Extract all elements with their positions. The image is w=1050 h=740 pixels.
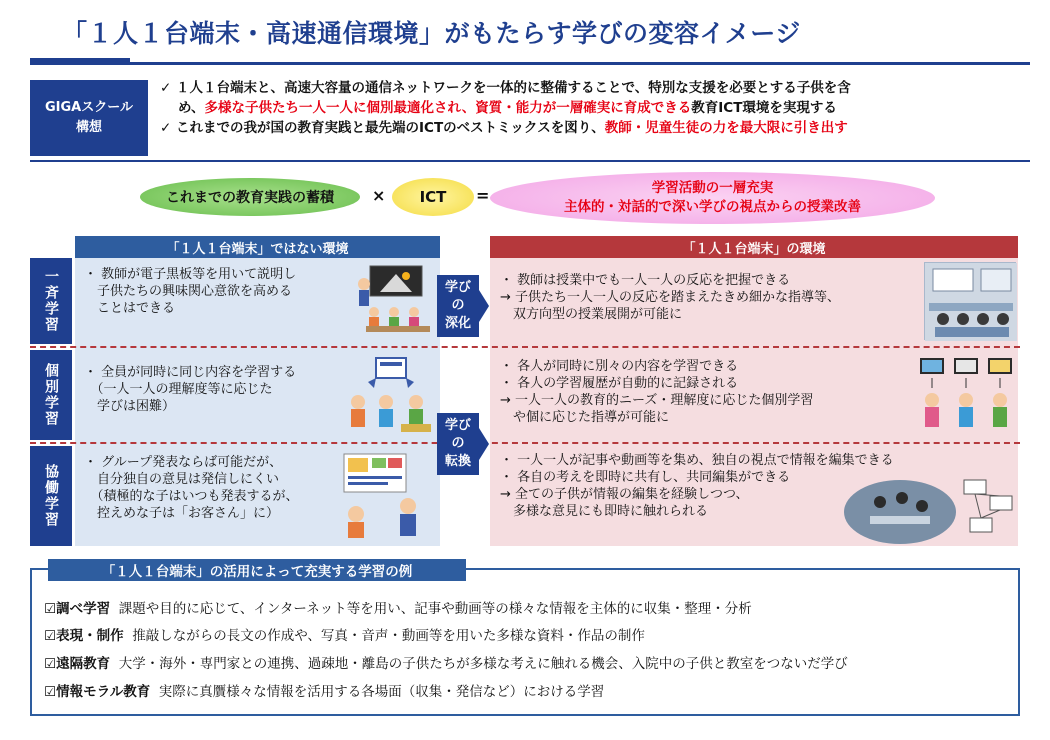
side-label-collaborative: 協働学習 [30, 446, 72, 546]
header-without-device: 「１人１台端末」ではない環境 [75, 236, 440, 258]
deepening-line1: 学びの [444, 280, 471, 313]
page-title: 「１人１台端末・高速通信環境」がもたらす学びの変容イメージ [62, 19, 801, 48]
result-line2: 主体的・対話的で深い学びの視点からの授業改善 [564, 199, 861, 215]
row3-right-line: 多様な意見にも即時に触れられる [500, 504, 709, 519]
deepening-label [437, 275, 479, 337]
side-label-whole-class: 一斉学習 [30, 258, 72, 344]
arrow-right-icon [479, 428, 489, 460]
example-moral [44, 683, 604, 701]
classroom-photo [924, 262, 1016, 340]
result-line1: 学習活動の一層充実 [651, 180, 774, 196]
example-text: 課題や目的に応じて、インターネット等を用い、記事や動画等の様々な情報を主体的に収集・整理・分析 [118, 601, 752, 617]
row1-right-text [500, 272, 920, 323]
same-content-illustration [346, 356, 436, 436]
row2-right-line: → 一人一人の教育的ニーズ・理解度に応じた個別学習 [500, 393, 814, 408]
giga-line2 [160, 98, 1030, 118]
equation-practice-ellipse: これまでの教育実践の蓄積 [140, 178, 360, 216]
example-research [44, 600, 752, 618]
row3-left-line: ・ グループ発表ならば可能だが、 [84, 455, 283, 470]
example-label: ☑遠隔教育 [44, 656, 111, 672]
row2-left-line: （一人一人の理解度等に応じた [84, 382, 273, 397]
transformation-label [437, 413, 479, 475]
row-divider [30, 346, 1020, 348]
arrow-transformation [437, 414, 489, 474]
equation-ict-ellipse: ICT [392, 178, 474, 216]
row1-left-text [84, 266, 354, 317]
giga-line3 [160, 118, 1030, 138]
row1-right-line: → 子供たち一人一人の反応を踏まえたきめ細かな指導等、 [500, 290, 841, 305]
example-label: ☑表現・制作 [44, 628, 124, 644]
row2-right-line: や個に応じた指導が可能に [500, 410, 670, 425]
example-label: ☑情報モラル教育 [44, 684, 151, 700]
students-screen-icon [346, 356, 436, 436]
transformation-line1: 学びの [444, 418, 471, 451]
transformation-line2: 転換 [444, 454, 471, 469]
giga-description [160, 78, 1030, 138]
giga-divider [30, 160, 1030, 162]
row1-right-line: ・ 教師は授業中でも一人一人の反応を把握できる [500, 273, 791, 288]
row3-right-line: ・ 各自の考えを即時に共有し、共同編集ができる [500, 470, 791, 485]
individual-devices-illustration [916, 354, 1016, 438]
examples-header: 「１人１台端末」の活用によって充実する学習の例 [48, 559, 466, 581]
row2-right-line: ・ 各人の学習履歴が自動的に記録される [500, 376, 739, 391]
row3-left-line: 控えめな子は「お客さん」に） [84, 506, 280, 521]
giga-line3-prefix: ✓ これまでの我が国の教育実践と最先端のICTのベストミックスを図り、 [160, 120, 605, 136]
row2-left-line: 学びは困難） [84, 399, 176, 414]
group-presentation-illustration [338, 452, 436, 540]
example-text: 大学・海外・専門家との連携、過疎地・離島の子供たちが多様な考えに触れる機会、入院中の子供と教室をつないだ学び [118, 656, 848, 672]
students-devices-icon [916, 354, 1016, 438]
example-expression [44, 627, 645, 645]
arrow-right-icon [479, 290, 489, 322]
row2-left-line: ・ 全員が同時に同じ内容を学習する [84, 365, 297, 380]
deepening-line2: 深化 [444, 316, 471, 331]
example-text: 実際に真贋様々な情報を活用する各場面（収集・発信など）における学習 [158, 684, 605, 700]
row2-left-text [84, 364, 354, 415]
example-remote [44, 655, 848, 673]
row1-left-line: ・ 教師が電子黒板等を用いて説明し [84, 267, 297, 282]
title-underline [30, 62, 1030, 65]
side-label-individual: 個別学習 [30, 350, 72, 440]
giga-label [30, 80, 148, 156]
row1-left-line: ことはできる [84, 301, 176, 316]
row3-left-line: （積極的な子はいつも発表するが、 [84, 489, 299, 504]
arrow-deepening [437, 276, 489, 336]
equation-result-ellipse [490, 172, 935, 224]
row2-right-line: ・ 各人が同時に別々の内容を学習できる [500, 359, 739, 374]
giga-line1: ✓ １人１台端末と、高速大容量の通信ネットワークを一体的に整備することで、特別な支援を必要とする子供を含 [160, 80, 851, 96]
collaboration-icon [840, 472, 1018, 544]
times-sign: × [372, 186, 386, 205]
example-text: 推敲しながらの長文の作成や、写真・音声・動画等を用いた多様な資料・作品の制作 [132, 628, 645, 644]
equals-sign: = [476, 186, 490, 205]
row-divider [30, 442, 1020, 444]
classroom-icon [356, 264, 436, 334]
giga-label-line1: GIGAスクール [45, 100, 133, 115]
row1-right-line: 双方向型の授業展開が可能に [500, 307, 683, 322]
giga-line2-suffix: 教育ICT環境を実現する [691, 100, 837, 116]
row2-right-text [500, 358, 920, 426]
giga-line2-highlight: 多様な子供たち一人一人に個別最適化され、資質・能力が一層確実に育成できる [204, 100, 692, 116]
presentation-board-icon [338, 452, 436, 540]
giga-line3-highlight: 教師・児童生徒の力を最大限に引き出す [604, 120, 848, 136]
row3-right-line: → 全ての子供が情報の編集を経験しつつ、 [500, 487, 749, 502]
classroom-photo-icon [925, 263, 1017, 341]
classroom-illustration [356, 264, 436, 334]
giga-line2-prefix: め、 [178, 100, 205, 116]
collaboration-illustration [840, 472, 1018, 544]
giga-label-line2: 構想 [75, 120, 102, 135]
header-with-device: 「１人１台端末」の環境 [490, 236, 1018, 258]
example-label: ☑調べ学習 [44, 601, 111, 617]
row3-left-line: 自分独自の意見は発信しにくい [84, 472, 280, 487]
row3-left-text [84, 454, 354, 522]
row1-left-line: 子供たちの興味関心意欲を高める [84, 284, 293, 299]
row3-right-line: ・ 一人一人が記事や動画等を集め、独自の視点で情報を編集できる [500, 453, 894, 468]
